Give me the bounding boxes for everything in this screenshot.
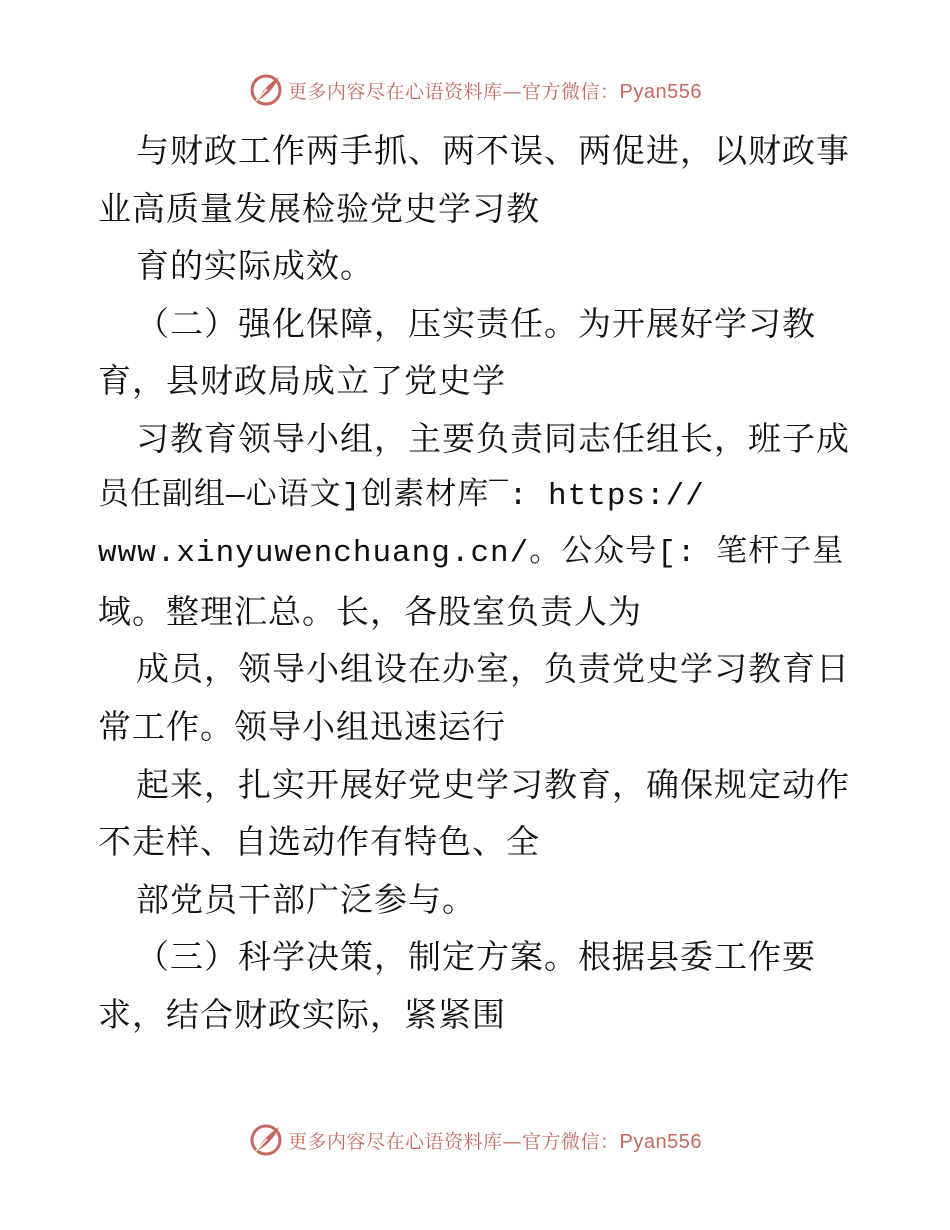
body-line: 不走样、自选动作有特色、全	[98, 822, 540, 862]
quill-logo-icon	[248, 72, 284, 108]
body-line: （三）科学决策，制定方案。根据县委工作要	[136, 937, 816, 977]
body-line: 习教育领导小组，主要负责同志任组长，班子成	[136, 418, 850, 458]
body-line-url: www.xinyuwenchuang.cn/。公众号[: 笔杆子星	[98, 536, 845, 572]
header-watermark	[0, 70, 950, 110]
body-line: 常工作。领导小组迅速运行	[98, 706, 506, 746]
body-line: （二）强化保障，压实责任。为开展好学习教	[136, 303, 816, 343]
body-line-url: 员任副组—心语文]创素材库¯: https://	[98, 478, 705, 514]
quill-logo-icon	[248, 1122, 284, 1158]
body-line: 业高质量发展检验党史学习教	[98, 188, 540, 228]
body-line: 部党员干部广泛参与。	[136, 879, 476, 919]
body-line: 域。整理汇总。长，各股室负责人为	[98, 591, 642, 631]
body-line: 起来，扎实开展好党史学习教育，确保规定动作	[136, 764, 850, 804]
footer-watermark	[0, 1120, 950, 1160]
watermark-text: 更多内容尽在心语资料库—官方微信：Pyan556	[288, 80, 702, 103]
document-body	[98, 122, 858, 1044]
body-line: 与财政工作两手抓、两不误、两促进，以财政事	[136, 131, 850, 170]
watermark-text: 更多内容尽在心语资料库—官方微信：Pyan556	[288, 1130, 702, 1153]
body-line: 育，县财政局成立了党史学	[98, 361, 506, 401]
body-line: 求，结合财政实际，紧紧围	[98, 994, 506, 1034]
body-line: 育的实际成效。	[136, 246, 374, 286]
body-line: 成员，领导小组设在办室，负责党史学习教育日	[136, 649, 850, 689]
